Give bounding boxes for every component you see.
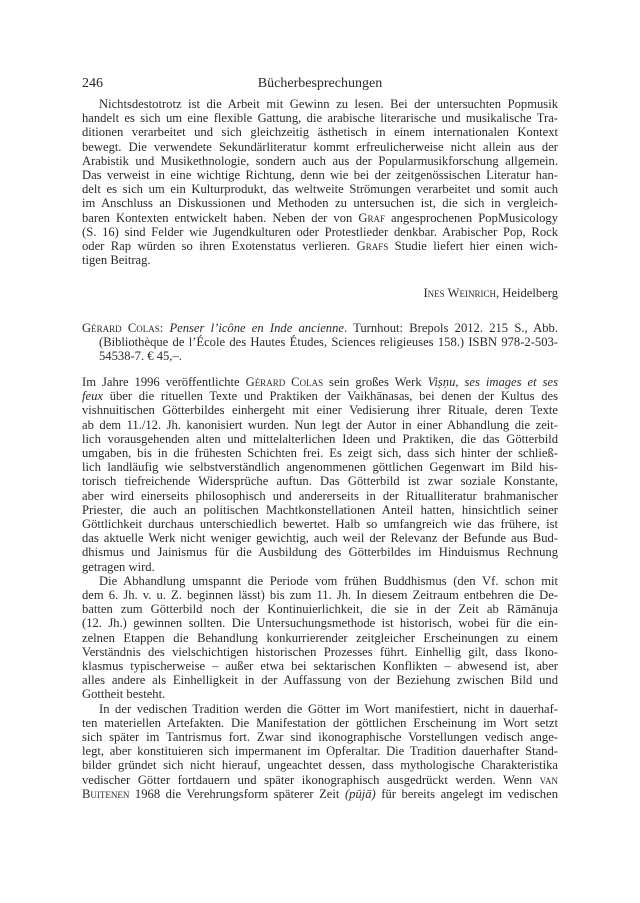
work-title: Viṣṇu, ses images et ses [427,375,558,389]
text-span: baren Kontexten entwickelt haben. Neben der von [82,210,359,225]
text-span: vedischer Götter fortdauern und später ikonographisch ausgedrückt werden. Wenn [82,772,540,787]
text-line: im Anschluss an Diskussionen und Methoden zu untersuchen ist, die sich in vergleich- [82,196,558,211]
text-span: angesprochenen PopMusicology [384,210,558,225]
text-line: dem 6. Jh. v. u. Z. beginnen lässt) bis zum 11. Jh. In diesem Zeitraum entbehren die De- [82,588,558,603]
bib-line [82,321,558,335]
bibliographic-entry [82,321,558,364]
text-span: Studie liefert hier einen wich- [388,239,558,254]
bib-line: (Bibliothèque de l’École des Hautes Études, Sciences religieuses 158.) ISBN 978-2-503- [99,335,558,350]
text-line: sich später im Tantrismus fort. Zwar sind ikonographische Vorstellungen vedisch ange- [82,730,558,745]
text-span: 1968 die Verehrungsform späterer Zeit [129,786,345,801]
text-line: Göttlichkeit durchaus unterschiedlich bewertet. Halb so umfangreich wie das frühere, ist [82,517,558,532]
text-line: das aktuelle Werk nicht weniger gewichtig, auch weil der Relevanz der Befunde aus Bud- [82,531,558,546]
author-name-smallcaps: van [539,772,558,787]
sanskrit-term: (pūjā) [344,786,376,801]
book-author: Gérard Colas [82,321,160,335]
text-line: batten zum Götterbild noch der Kontinuierlichkeit, die sie in der Zeit ab Rāmānuja [82,602,558,617]
text-line [82,239,558,253]
text-line: Die Abhandlung umspannt die Periode vom frühen Buddhismus (den Vf. schon mit [99,573,558,588]
text-line: tigen Beitrag. [82,253,151,268]
text-line: alles andere als Einhelligkeit in der Auffassung von der Beziehung zwischen Bild und [82,673,558,688]
text-line: klasmus typischerweise – außer etwa bei sektarischen Konflikten – abwesend ist, aber [82,659,558,674]
review1-paragraph [82,97,558,267]
text-span: oder Rap würden so ihren Exotenstatus verlieren. [82,239,357,254]
text-line: Das verweist in eine wichtige Richtung, denn wie bei der zeitgenössischen Literatur han- [82,168,558,183]
text-line: umgaben, bis in die frühesten Schichten frei. Es zeigt sich, dass sich hinter der schließ- [82,446,558,461]
running-title: Bücherbesprechungen [257,76,383,91]
text-line: delt es sich um ein Kulturprodukt, das weltweite Strömungen verarbeitet und somit auch [82,182,558,197]
page-header [82,76,558,94]
text-line: ten materiellen Artefakten. Die Manifestation der göttlichen Erscheinung im Wort setzt [82,715,558,730]
text-line: aber wird einerseits philosophisch und andererseits in der Ritualliteratur brahmanischer [82,488,558,503]
text-line: getragen wird. [82,559,155,574]
work-title: feux [82,389,103,404]
text-span: Im Jahre 1996 veröffentlichte [82,375,246,389]
reviewer-signature [423,286,558,300]
text-line: Arabistik und Musikethnologie, sondern auch aus der Popularmusikforschung allgemein. [82,153,558,168]
text-line: vishnuitischen Götterbildes einhergeht mit einer Vedisierung ihrer Rituale, deren Texte [82,403,558,418]
text-line: ditionen verarbeitet und sich gleichzeitig ästhetisch in einem internationalen Kontext [82,125,558,140]
text-line [82,773,558,787]
text-line: bilder gründet sich nicht hierauf, ungeachtet dessen, dass mythologische Charakteristika [82,758,558,773]
author-name-smallcaps: Gérard Colas [245,375,324,389]
bib-line: 54538-7. € 45,–. [99,349,182,364]
review2-body [82,375,558,801]
text-line: legt, aber konstituieren sich impermanent im Opferaltar. Die Tradition dauerhafter Stand- [82,744,558,759]
author-name-smallcaps: Grafs [356,239,389,254]
text-line: ab dem 11./12. Jh. kanonisiert wurden. Nun legt der Autor in einer Abhandlung die zeit- [82,417,558,432]
text-line [82,389,558,403]
text-line: bewegt. Die verwendete Sekundärliteratur kommt erfreulicherweise nicht allein aus der [82,139,558,154]
text-line: Nichtsdestotrotz ist die Arbeit mit Gewinn zu lesen. Bei der untersuchten Popmusik [99,97,558,111]
book-title: Penser l’icône en Inde ancienne [169,321,344,335]
text-line [82,211,558,225]
text-line: In der vedischen Tradition werden die Götter im Wort manifestiert, nicht in dauerhaf- [99,701,558,716]
text-line: dhismus und Jainismus für die Ausbildung des Götterbildes im Hinduismus Rechnung [82,545,558,560]
text-line: Gottheit besteht. [82,687,166,702]
text-line: lich vorausgehenden alten und mittelalterlichen Ideen und Praktiken, die das Götterbild [82,431,558,446]
text-span: sein großes Werk [323,375,428,389]
text-line: handelt es sich um eine flexible Gattung, die arabische literarische und musikalische Tra- [82,111,558,126]
text-span: : [159,321,170,335]
text-span: für bereits angelegt im vedischen [375,786,558,801]
text-span: über die rituellen Texte und Praktiken der Vaikhānasas, bei denen der Kultus des [102,389,558,404]
text-line: Verständnis des vielschichtigen historischen Prozesses führt. Einhellig gilt, dass Ikono- [82,644,558,659]
text-line [82,375,558,389]
text-line: (12. Jh.) gewinnen sollten. Die Untersuchungsmethode ist historisch, wobei für die ein- [82,616,558,631]
publication-details: . Turnhout: Brepols 2012. 215 S., Abb. [343,321,558,335]
text-line: Priester, die auch an politischen Machtkonstellationen Anteil hatten, hinsichtlich seiner [82,502,558,517]
text-line: zelnen Etappen die Behandlung konkurrierender zeitgleicher Erscheinungen zu einem [82,630,558,645]
text-line: (S. 16) sind Felder wie Jugendkulturen oder Protestlieder denkbar. Arabischer Pop, Rock [82,224,558,239]
author-name-smallcaps: Buitenen [82,786,130,801]
page-number: 246 [82,76,103,91]
author-name-smallcaps: Graf [358,210,385,225]
text-line: torisch tiefreichende Widersprüche auftun. Das Götterbild ist zwar soziale Konstante, [82,474,558,489]
reviewer-place: , Heidelberg [495,286,558,300]
reviewer-name: Ines Weinrich [423,286,496,300]
text-line: lich landläufig wie selbstverständlich angenommenen göttlichen Gegenwart im Bild his- [82,460,558,475]
text-line [82,787,558,801]
